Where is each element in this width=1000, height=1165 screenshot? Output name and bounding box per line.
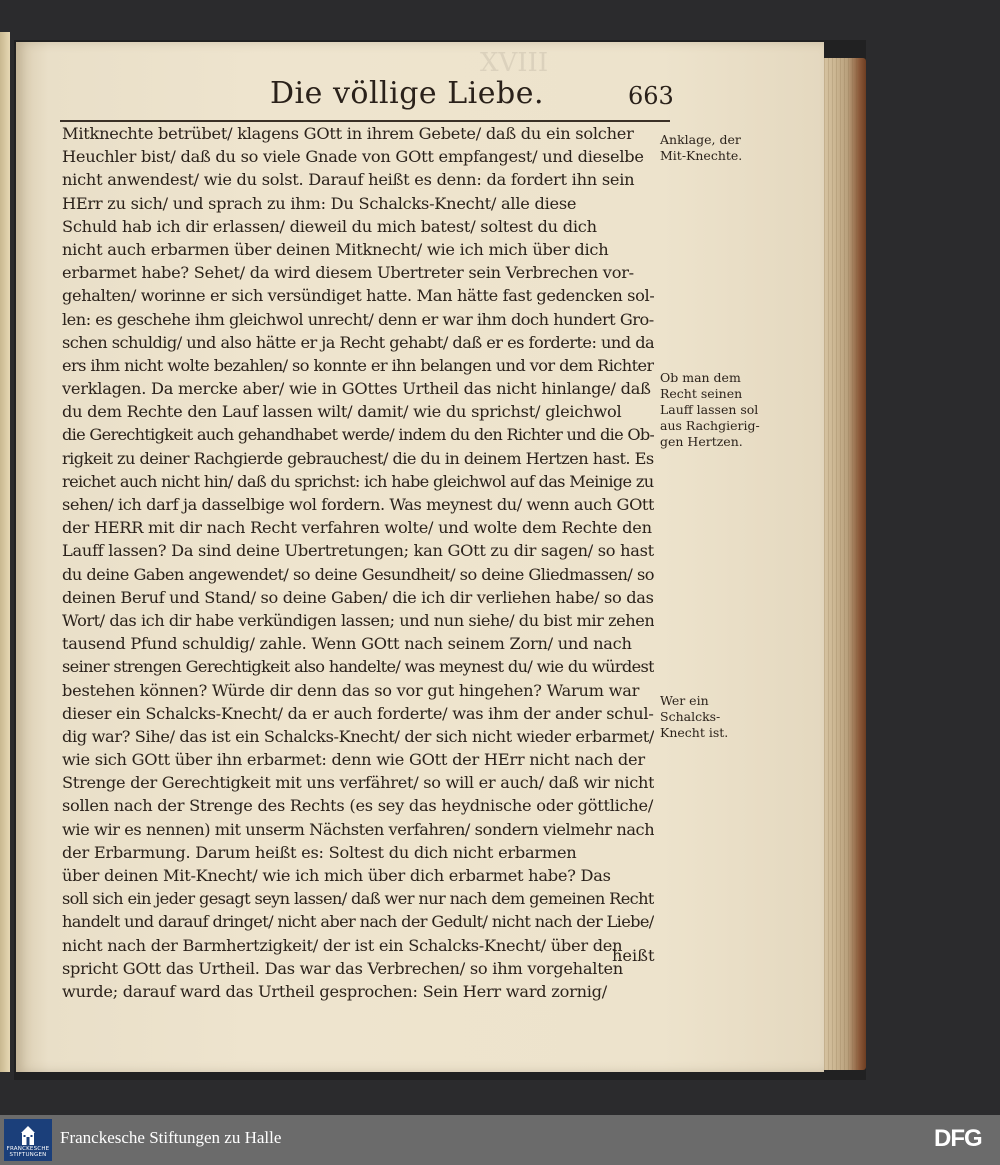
text-line: dig war? Sihe/ das ist ein Schalcks-Knecht/ der sich nicht wieder erbarmet/: [62, 726, 654, 746]
building-emblem-icon: [20, 1125, 36, 1145]
catchword: heißt: [612, 946, 655, 965]
body-text: [62, 122, 654, 1003]
text-line: wie wir es nennen) mit unserm Nächsten verfahren/ sondern vielmehr nach: [62, 819, 654, 839]
text-line: sollen nach der Strenge des Rechts (es sey das heydnische oder göttliche/: [62, 796, 654, 816]
text-line: HErr zu sich/ und sprach zu ihm: Du Schalcks-Knecht/ alle diese: [62, 193, 577, 213]
text-line: spricht GOtt das Urtheil. Das war das Verbrechen/ so ihm vorgehalten: [62, 958, 623, 978]
text-line: nicht anwendest/ wie du solst. Darauf heißt es denn: da fordert ihn sein: [62, 170, 635, 190]
text-line: bestehen können? Würde dir denn das so vor gut hingehen? Warum war: [62, 680, 640, 700]
text-line: seiner strengen Gerechtigkeit also handelte/ was meynest du/ wie du würdest: [62, 657, 654, 677]
text-line: Lauff lassen? Da sind deine Ubertretungen; kan GOtt zu dir sagen/ so hast: [62, 541, 654, 561]
margin-note-line: Schalcks-: [660, 709, 721, 724]
text-line: reichet auch nicht hin/ daß du sprichst: ich habe gleichwol auf das Meinige zu: [62, 471, 654, 491]
text-line: über deinen Mit-Knecht/ wie ich mich über dich erbarmet habe? Das: [62, 866, 611, 885]
text-line: du deine Gaben angewendet/ so deine Gesundheit/ so deine Gliedmassen/ so: [62, 564, 654, 584]
text-line: Wort/ das ich dir habe verkündigen lassen; und nun siehe/ du bist mir zehen: [62, 610, 654, 630]
text-line: der HERR mit dir nach Recht verfahren wolte/ und wolte dem Rechte den: [62, 518, 652, 538]
margin-note-line: Recht seinen: [660, 386, 743, 401]
running-head: [60, 76, 674, 122]
dfg-logo[interactable]: DFG: [934, 1125, 982, 1152]
footer-bar: [0, 1115, 1000, 1165]
text-line: erbarmet habe? Sehet/ da wird diesem Ubertreter sein Verbrechen vor-: [62, 263, 634, 283]
text-line: du dem Rechte den Lauf lassen wilt/ damit/ wie du sprichst/ gleichwol: [62, 402, 622, 422]
institution-name[interactable]: Franckesche Stiftungen zu Halle: [60, 1128, 282, 1147]
text-line: wie sich GOtt über ihn erbarmet: denn wie GOtt der HErr nicht nach der: [62, 750, 645, 770]
margin-note-line: Anklage, der: [660, 132, 741, 147]
text-line: ers ihm nicht wolte bezahlen/ so konnte er ihn belangen und vor dem Richter: [62, 355, 654, 375]
text-line: nicht auch erbarmen über deinen Mitknecht/ wie ich mich über dich: [62, 239, 609, 259]
text-line: rigkeit zu deiner Rachgierde gebrauchest/ die du in deinem Hertzen hast. Es: [62, 448, 654, 468]
margin-note-line: Ob man dem: [660, 370, 741, 385]
text-line: sehen/ ich darf ja dasselbige wol fordern. Was meynest du/ wenn auch GOtt: [62, 495, 654, 514]
margin-note-line: Wer ein: [660, 693, 709, 708]
text-line: schen schuldig/ und also hätte er ja Recht gehabt/ daß er es forderte: und da: [62, 332, 654, 352]
text-line: soll sich ein jeder gesagt seyn lassen/ daß wer nur nach dem gemeinen Recht: [62, 889, 654, 909]
text-line: handelt und darauf dringet/ nicht aber nach der Gedult/ nicht nach der Liebe/: [62, 912, 654, 932]
text-line: Heuchler bist/ daß du so viele Gnade von GOtt empfangest/ und dieselbe: [62, 147, 644, 167]
margin-note-line: Mit-Knechte.: [660, 148, 743, 163]
text-line: verklagen. Da mercke aber/ wie in GOttes Urtheil das nicht hinlange/ daß: [62, 379, 651, 399]
text-line: der Erbarmung. Darum heißt es: Soltest du dich nicht erbarmen: [62, 842, 577, 862]
text-line: Strenge der Gerechtigkeit mit uns verfähret/ so will er auch/ daß wir nicht: [62, 773, 654, 793]
margin-note-recht: [660, 370, 800, 450]
logo-text: FRANCKESCHE STIFTUNGEN: [6, 1146, 50, 1158]
text-line: Mitknechte betrübet/ klagens GOtt in ihrem Gebete/ daß du ein solcher: [62, 124, 634, 143]
margin-note-anklage: [660, 132, 800, 164]
facing-page-edge: [0, 32, 10, 1072]
bleed-through-text: XVIII: [480, 48, 549, 78]
book-page-stack: [820, 58, 860, 1070]
text-line: nicht nach der Barmhertzigkeit/ der ist ein Schalcks-Knecht/ über den: [62, 935, 623, 955]
margin-note-line: aus Rachgierig-: [660, 418, 760, 433]
text-line: len: es geschehe ihm gleichwol unrecht/ denn er war ihm doch hundert Gro-: [62, 309, 654, 329]
page-number: 663: [628, 82, 674, 110]
text-line: deinen Beruf und Stand/ so deine Gaben/ die ich dir verliehen habe/ so das: [62, 587, 654, 607]
institution-logo[interactable]: [4, 1119, 52, 1161]
text-line: dieser ein Schalcks-Knecht/ da er auch forderte/ was ihm der ander schul-: [62, 703, 654, 723]
margin-note-line: Lauff lassen sol: [660, 402, 759, 417]
margin-note-schalcks: [660, 693, 800, 741]
text-line: Schuld hab ich dir erlassen/ dieweil du mich batest/ soltest du dich: [62, 216, 597, 236]
margin-note-line: gen Hertzen.: [660, 434, 743, 449]
text-line: gehalten/ worinne er sich versündiget hatte. Man hätte fast gedencken sol-: [62, 286, 654, 306]
running-title: Die völlige Liebe.: [270, 76, 544, 111]
text-line: die Gerechtigkeit auch gehandhabet werde/ indem du den Richter und die Ob-: [62, 425, 654, 445]
text-line: tausend Pfund schuldig/ zahle. Wenn GOtt nach seinem Zorn/ und nach: [62, 634, 632, 654]
margin-note-line: Knecht ist.: [660, 725, 729, 740]
text-line: wurde; darauf ward das Urtheil gesprochen: Sein Herr ward zornig/: [62, 981, 607, 1001]
